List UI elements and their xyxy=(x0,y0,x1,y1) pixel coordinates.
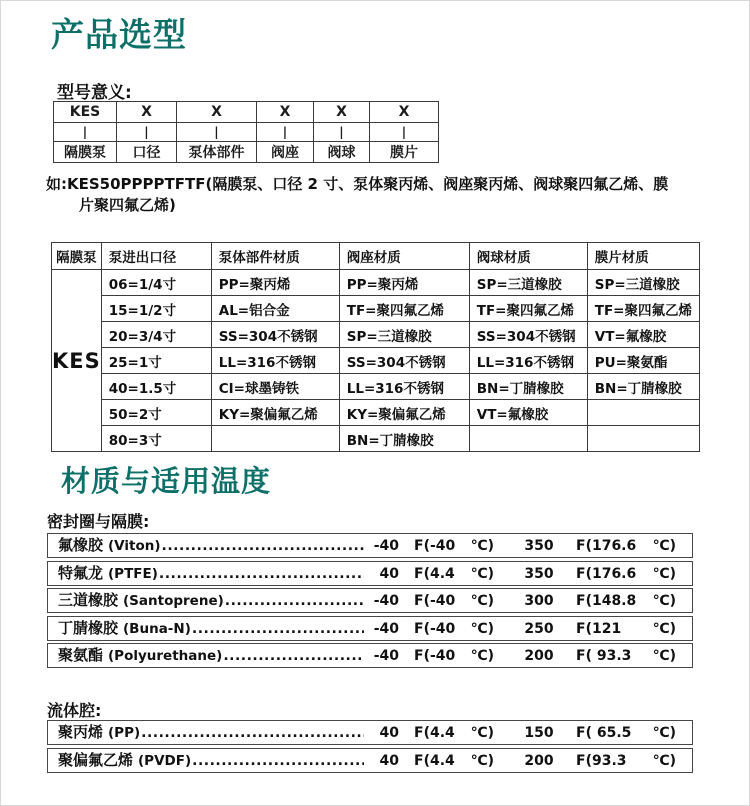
celsius-unit: ℃) xyxy=(652,725,676,741)
min-temp-c xyxy=(414,722,494,744)
model-code-table xyxy=(53,101,439,163)
celsius-unit: ℃) xyxy=(652,752,676,769)
celsius-unit: ℃) xyxy=(652,620,676,637)
model-part-cell: 隔膜泵 xyxy=(54,142,117,163)
min-c-value: F(4.4 xyxy=(414,752,455,769)
max-c-value: F( 65.5 xyxy=(576,725,632,741)
min-c-value: F(4.4 xyxy=(414,565,455,582)
model-part-cell: 膜片 xyxy=(370,142,439,163)
max-c-value: F(176.6 xyxy=(576,565,637,582)
material-name-zh: 三道橡胶 xyxy=(58,591,119,609)
table-cell xyxy=(587,426,699,452)
table-cell: SS=304不锈钢 xyxy=(469,322,587,348)
model-connector-cell: | xyxy=(257,123,314,142)
min-c-value: F(-40 xyxy=(414,620,456,637)
max-temp-f: 350 xyxy=(524,565,554,582)
max-temp-c xyxy=(576,722,676,744)
material-temperature-title: 材质与适用温度 xyxy=(61,464,272,498)
table-cell: TF=聚四氟乙烯 xyxy=(469,296,587,322)
material-name-en: (Polyurethane) xyxy=(108,648,223,664)
model-connector-cell: | xyxy=(54,123,117,142)
header-pump: 隔膜泵 xyxy=(52,243,102,270)
model-part-row xyxy=(54,142,439,163)
header-body-material: 泵体部件材质 xyxy=(211,243,339,270)
max-c-value: F(176.6 xyxy=(576,538,637,554)
table-cell: 20=3/4寸 xyxy=(101,322,211,348)
table-cell: PP=聚丙烯 xyxy=(211,270,339,296)
table-cell: PP=聚丙烯 xyxy=(339,270,469,296)
celsius-unit: ℃) xyxy=(470,620,494,637)
dot-leader xyxy=(162,535,364,557)
min-c-value: F(-40 xyxy=(414,538,456,554)
table-row xyxy=(52,296,700,322)
model-code-cell: KES xyxy=(54,102,117,123)
example-line-2: 片聚四氟乙烯) xyxy=(79,196,176,214)
celsius-unit: ℃) xyxy=(652,593,676,609)
table-cell: BN=丁腈橡胶 xyxy=(339,426,469,452)
max-temp-f: 200 xyxy=(524,752,554,769)
max-c-value: F( 93.3 xyxy=(576,648,632,664)
table-cell: PU=聚氨酯 xyxy=(587,348,699,374)
table-cell: BN=丁腈橡胶 xyxy=(469,374,587,400)
model-connector-row xyxy=(54,123,439,142)
material-name-zh: 聚偏氟乙烯 xyxy=(58,750,134,769)
max-temp-c xyxy=(576,618,676,640)
table-cell: 25=1寸 xyxy=(101,348,211,374)
table-cell: SS=304不锈钢 xyxy=(339,348,469,374)
min-temp-c xyxy=(414,563,494,585)
table-cell xyxy=(469,426,587,452)
model-meaning-label: 型号意义: xyxy=(57,83,132,103)
dot-leader xyxy=(192,618,364,640)
max-temp-f: 150 xyxy=(524,725,554,741)
table-cell: SP=三道橡胶 xyxy=(339,322,469,348)
dot-leader xyxy=(141,722,364,744)
max-temp-f: 350 xyxy=(524,538,554,554)
material-name-en: (PP) xyxy=(108,725,141,741)
table-cell: CI=球墨铸铁 xyxy=(211,374,339,400)
model-part-cell: 泵体部件 xyxy=(177,142,257,163)
header-seat-material: 阀座材质 xyxy=(339,243,469,270)
table-row xyxy=(52,374,700,400)
table-cell: SP=三道橡胶 xyxy=(469,270,587,296)
max-c-value: F(121 xyxy=(576,620,622,637)
model-code-row xyxy=(54,102,439,123)
min-c-value: F(-40 xyxy=(414,648,456,664)
max-temp-c xyxy=(576,645,676,667)
min-c-value: F(-40 xyxy=(414,593,456,609)
page-title: 产品选型 xyxy=(51,15,187,54)
material-name-en: (Buna-N) xyxy=(123,620,191,637)
model-code-cell: X xyxy=(314,102,370,123)
temperature-row xyxy=(47,643,693,668)
celsius-unit: ℃) xyxy=(470,725,494,741)
product-selection-table xyxy=(51,242,700,452)
temperature-row xyxy=(47,561,693,586)
max-temp-c xyxy=(576,750,676,772)
celsius-unit: ℃) xyxy=(470,593,494,609)
model-connector-cell: | xyxy=(314,123,370,142)
min-temp-c xyxy=(414,590,494,612)
material-name-zh: 聚氨酯 xyxy=(58,646,104,664)
table-cell: 80=3寸 xyxy=(101,426,211,452)
selection-header-row xyxy=(52,243,700,270)
dot-leader xyxy=(159,563,364,585)
table-cell: LL=316不锈钢 xyxy=(211,348,339,374)
example-line-1: 如:KES50PPPPTFTF(隔膜泵、口径 2 寸、泵体聚丙烯、阀座聚丙烯、阀球聚四氟乙烯、膜 xyxy=(46,175,669,193)
table-cell: KY=聚偏氟乙烯 xyxy=(339,400,469,426)
max-temp-f: 250 xyxy=(524,620,554,637)
table-row xyxy=(52,322,700,348)
max-c-value: F(93.3 xyxy=(576,752,627,769)
material-name-zh: 丁腈橡胶 xyxy=(58,618,119,637)
model-code-cell: X xyxy=(117,102,177,123)
min-temp-c xyxy=(414,535,494,557)
min-temp-c xyxy=(414,750,494,772)
min-temp-c xyxy=(414,645,494,667)
model-code-cell: X xyxy=(177,102,257,123)
min-c-value: F(4.4 xyxy=(414,725,455,741)
max-c-value: F(148.8 xyxy=(576,593,637,609)
celsius-unit: ℃) xyxy=(652,538,676,554)
material-name-en: (PVDF) xyxy=(138,752,192,769)
header-ball-material: 阀球材质 xyxy=(469,243,587,270)
table-cell: LL=316不锈钢 xyxy=(339,374,469,400)
table-cell: VT=氟橡胶 xyxy=(469,400,587,426)
celsius-unit: ℃) xyxy=(470,648,494,664)
header-diaphragm-material: 膜片材质 xyxy=(587,243,699,270)
table-cell: SS=304不锈钢 xyxy=(211,322,339,348)
min-temp-f: 40 xyxy=(379,565,399,582)
max-temp-c xyxy=(576,563,676,585)
min-temp-c xyxy=(414,618,494,640)
celsius-unit: ℃) xyxy=(470,565,494,582)
dot-leader xyxy=(225,590,364,612)
table-cell: AL=铝合金 xyxy=(211,296,339,322)
table-cell: KY=聚偏氟乙烯 xyxy=(211,400,339,426)
temperature-row xyxy=(47,533,693,558)
model-part-cell: 阀座 xyxy=(257,142,314,163)
fluid-chamber-temperature-table xyxy=(47,720,693,775)
model-connector-cell: | xyxy=(370,123,439,142)
model-connector-cell: | xyxy=(117,123,177,142)
table-cell: BN=丁腈橡胶 xyxy=(587,374,699,400)
seal-diaphragm-label: 密封圈与隔膜: xyxy=(47,512,150,531)
table-cell: TF=聚四氟乙烯 xyxy=(339,296,469,322)
table-cell xyxy=(587,400,699,426)
header-port-size: 泵进出口径 xyxy=(101,243,211,270)
model-part-cell: 口径 xyxy=(117,142,177,163)
min-temp-f: -40 xyxy=(373,538,399,554)
table-row xyxy=(52,400,700,426)
table-cell: 06=1/4寸 xyxy=(101,270,211,296)
table-row xyxy=(52,426,700,452)
material-name-zh: 氟橡胶 xyxy=(58,536,104,554)
material-name-zh: 聚丙烯 xyxy=(58,723,104,741)
model-connector-cell: | xyxy=(177,123,257,142)
material-name-zh: 特氟龙 xyxy=(58,563,104,582)
material-name-en: (Santoprene) xyxy=(123,593,224,609)
min-temp-f: 40 xyxy=(379,725,399,741)
fluid-chamber-label: 流体腔: xyxy=(47,701,102,720)
table-cell: TF=聚四氟乙烯 xyxy=(587,296,699,322)
max-temp-c xyxy=(576,590,676,612)
table-cell: 40=1.5寸 xyxy=(101,374,211,400)
celsius-unit: ℃) xyxy=(470,538,494,554)
celsius-unit: ℃) xyxy=(470,752,494,769)
table-row xyxy=(52,270,700,296)
table-cell: LL=316不锈钢 xyxy=(469,348,587,374)
model-part-cell: 阀球 xyxy=(314,142,370,163)
dot-leader xyxy=(223,645,364,667)
series-code-cell: KES xyxy=(52,270,102,452)
table-cell: 50=2寸 xyxy=(101,400,211,426)
table-cell xyxy=(211,426,339,452)
temperature-row xyxy=(47,588,693,613)
table-cell: VT=氟橡胶 xyxy=(587,322,699,348)
dot-leader xyxy=(192,750,364,772)
model-example-text xyxy=(46,174,668,216)
material-name-en: (PTFE) xyxy=(108,565,158,582)
material-name-en: (Viton) xyxy=(108,538,161,554)
temperature-row xyxy=(47,748,693,773)
table-cell: 15=1/2寸 xyxy=(101,296,211,322)
temperature-row xyxy=(47,720,693,745)
min-temp-f: -40 xyxy=(373,620,399,637)
model-code-cell: X xyxy=(257,102,314,123)
temperature-row xyxy=(47,616,693,641)
table-row xyxy=(52,348,700,374)
max-temp-f: 300 xyxy=(524,593,554,609)
model-code-cell: X xyxy=(370,102,439,123)
seal-diaphragm-temperature-table xyxy=(47,533,693,671)
table-cell: SP=三道橡胶 xyxy=(587,270,699,296)
min-temp-f: 40 xyxy=(379,752,399,769)
min-temp-f: -40 xyxy=(373,593,399,609)
celsius-unit: ℃) xyxy=(652,565,676,582)
celsius-unit: ℃) xyxy=(652,648,676,664)
max-temp-f: 200 xyxy=(524,648,554,664)
max-temp-c xyxy=(576,535,676,557)
min-temp-f: -40 xyxy=(373,648,399,664)
